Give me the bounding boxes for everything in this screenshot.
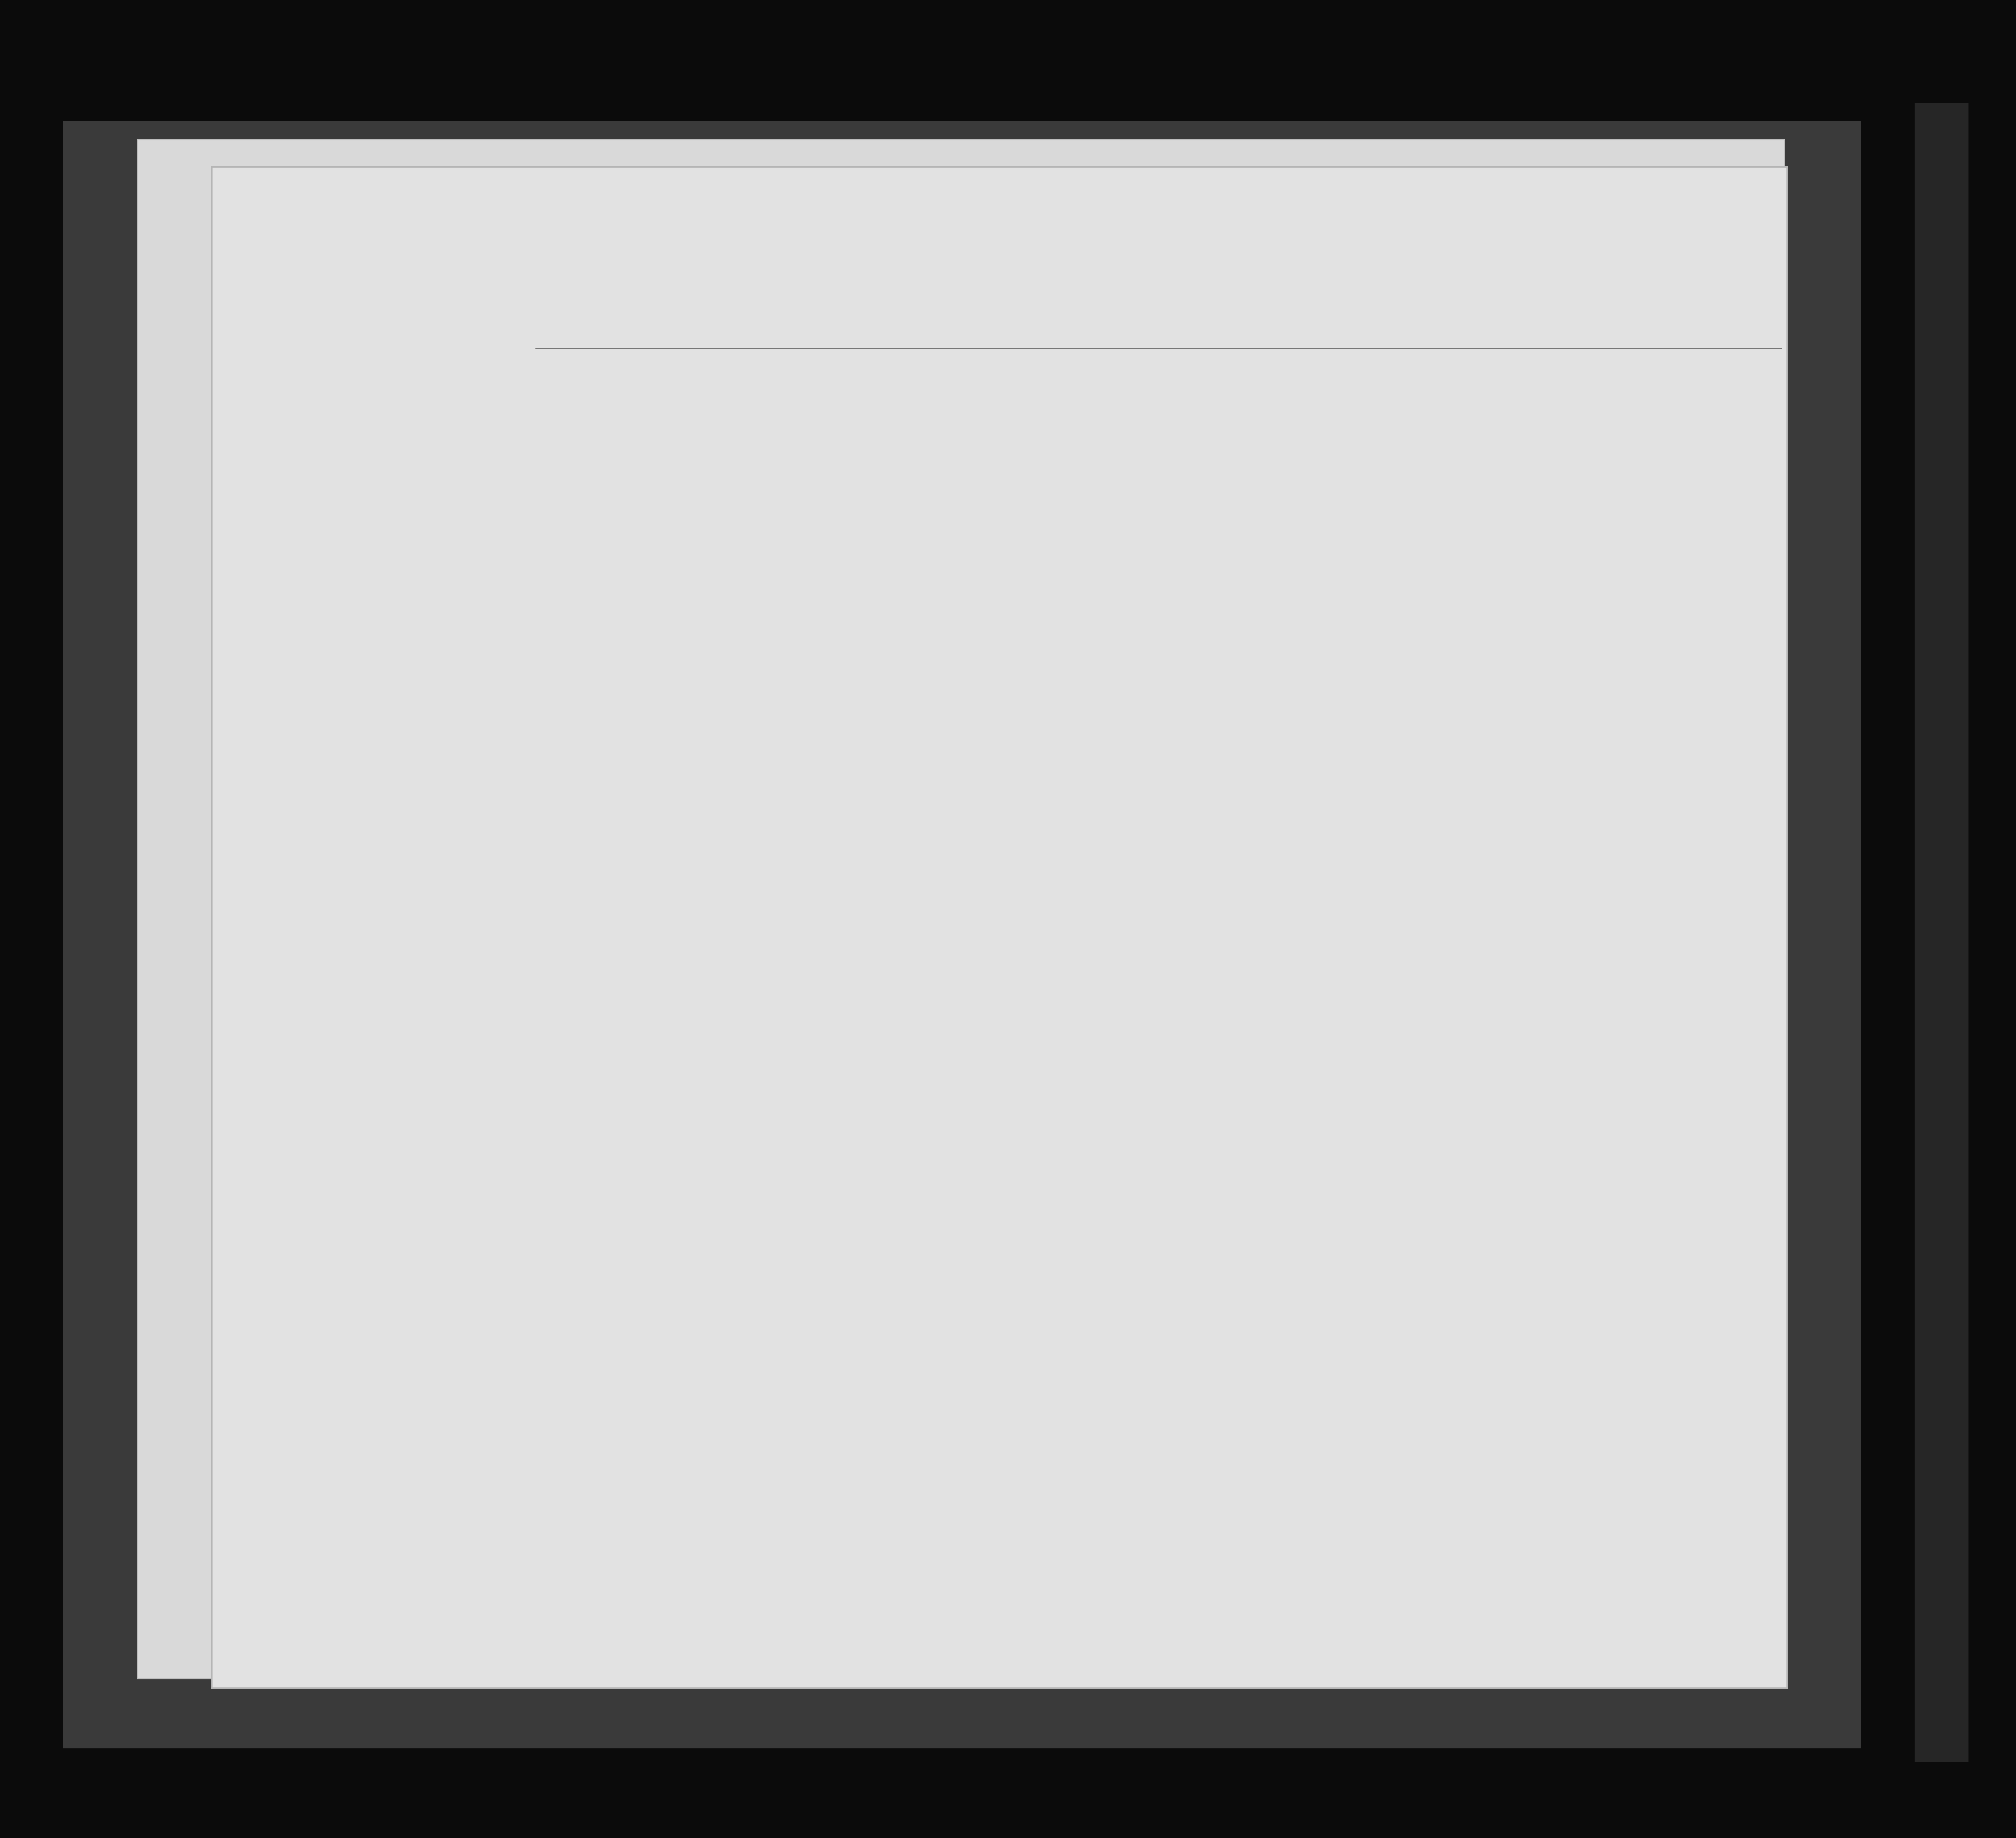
vessel-underline	[535, 348, 1782, 349]
board-edge	[1915, 103, 1968, 1762]
manifest-document	[211, 166, 1788, 1689]
